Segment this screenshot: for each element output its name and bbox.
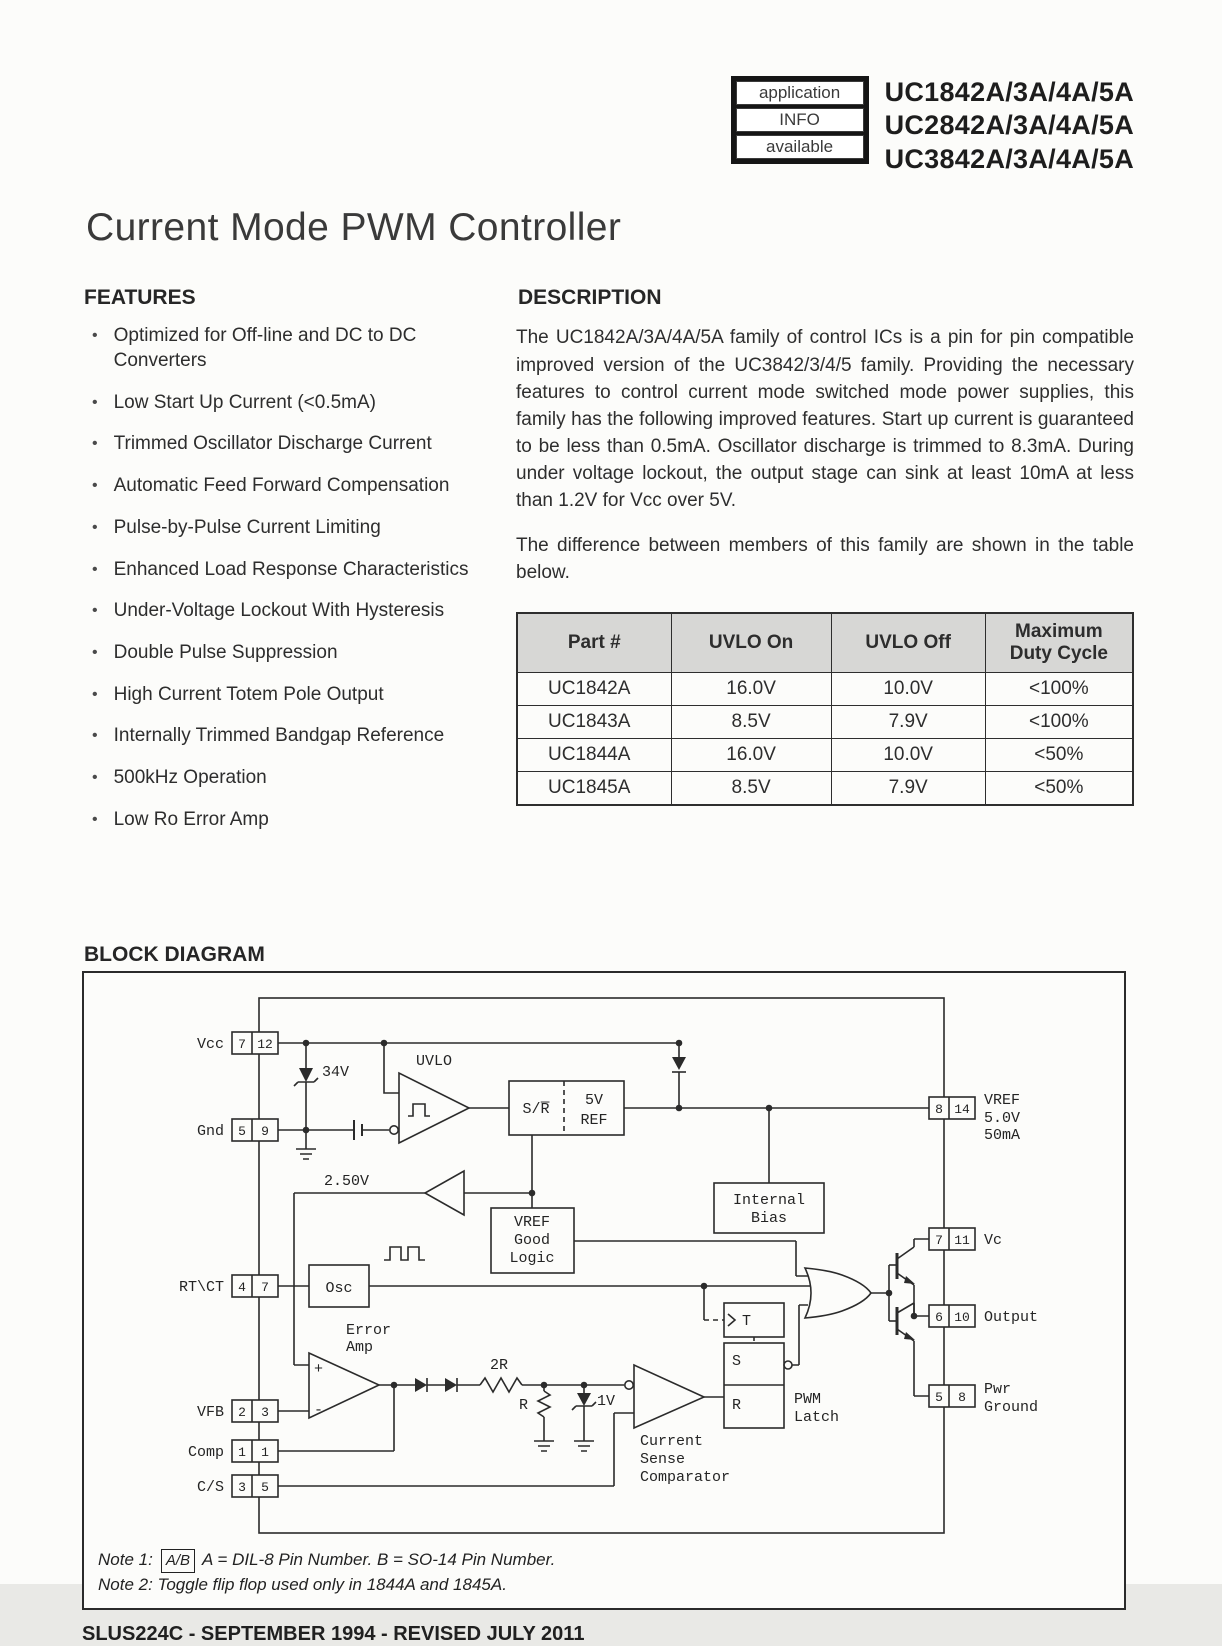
table-header-row <box>517 613 1133 672</box>
label-vrefgood-1: VREF <box>513 1214 551 1232</box>
feature-item <box>92 558 490 583</box>
feature-item <box>92 683 490 708</box>
label-sr: S/R̅ <box>522 1101 550 1119</box>
pin-output-a: 6 <box>935 1310 943 1326</box>
label-osc: Osc <box>325 1280 353 1298</box>
cell-uvlo-off: 10.0V <box>831 738 985 771</box>
diode-icon <box>445 1378 457 1392</box>
label-latch-r: R <box>732 1397 742 1415</box>
note-2: Note 2: Toggle flip flop used only in 1844A and 1845A. <box>98 1575 507 1595</box>
bullet-icon: • <box>92 685 98 703</box>
pin-cs-a: 3 <box>238 1480 246 1496</box>
note-1-text: A = DIL-8 Pin Number. B = SO-14 Pin Number. <box>202 1550 556 1570</box>
bullet-icon: • <box>92 327 98 345</box>
description-paragraph: The difference between members of this family are shown in the table below. <box>516 534 1134 583</box>
zener-1v-icon <box>577 1393 591 1406</box>
feature-item <box>92 766 490 791</box>
feature-item <box>92 599 490 624</box>
col-header-uvlo-on: UVLO On <box>671 613 831 672</box>
label-ref: REF <box>580 1112 608 1130</box>
feature-item <box>92 641 490 666</box>
feature-item <box>92 432 490 457</box>
bullet-icon: • <box>92 435 98 453</box>
diagram-wires <box>259 998 944 1533</box>
features-heading: FEATURES <box>84 286 196 310</box>
label-r: R <box>518 1397 528 1415</box>
zener-34v-icon <box>299 1068 313 1082</box>
feature-text: Automatic Feed Forward Compensation <box>113 475 450 497</box>
pin-pwr-b: 8 <box>958 1390 966 1406</box>
feature-text: 500kHz Operation <box>113 766 267 788</box>
cell-uvlo-on: 16.0V <box>671 738 831 771</box>
description-paragraph: The UC1842A/3A/4A/5A family of control ICs is a pin for pin compatible improved version of the UC3842/3/4/5 family. Providing the necessary features to control current mode switched mode power supplies, this family has the following improved features. Start up current is guaranteed to be less than 0.5mA. Oscillator discharge is trimmed to 8.3mA. During under voltage lockout, the output stage can sink at least 10mA at less than 1.2V for Vcc over 5V. <box>516 327 1134 512</box>
pin-vfb-b: 3 <box>261 1405 269 1421</box>
part-number: UC2842A/3A/4A/5A <box>884 110 1134 141</box>
note-1-prefix: Note 1: <box>98 1550 153 1570</box>
emitter-arrow-icon <box>904 1276 915 1284</box>
feature-text: High Current Totem Pole Output <box>113 683 384 705</box>
features-section <box>82 286 490 849</box>
label-minus: - <box>314 1402 324 1420</box>
feature-item <box>92 324 490 373</box>
feature-item <box>92 724 490 749</box>
feature-text: Low Start Up Current (<0.5mA) <box>113 391 377 413</box>
cell-duty: <50% <box>985 738 1133 771</box>
note-1-ab-box: A/B <box>161 1549 195 1573</box>
diode-icon <box>672 1057 686 1070</box>
document-footer: SLUS224C - SEPTEMBER 1994 - REVISED JULY 2011 <box>82 1622 585 1645</box>
label-50ma: 50mA <box>984 1127 1021 1145</box>
label-vrefgood-2: Good <box>513 1232 551 1250</box>
description-heading: DESCRIPTION <box>518 286 662 310</box>
label-2r: 2R <box>490 1357 509 1375</box>
label-bias-1: Internal <box>732 1192 806 1210</box>
pin-vref-b: 14 <box>954 1102 970 1118</box>
feature-text: Double Pulse Suppression <box>113 641 338 663</box>
label-latch: Latch <box>794 1409 840 1427</box>
feature-text: Trimmed Oscillator Discharge Current <box>113 433 432 455</box>
cell-part: UC1844A <box>517 738 671 771</box>
pin-vcc-b: 12 <box>257 1037 273 1053</box>
diode-icon <box>415 1378 427 1392</box>
label-vcc: Vcc <box>196 1036 224 1054</box>
diagram-labels <box>179 1036 1038 1496</box>
bullet-icon: • <box>92 768 98 786</box>
bullet-icon: • <box>92 518 98 536</box>
part-number-list <box>885 76 1134 176</box>
label-vfb: VFB <box>196 1404 224 1422</box>
part-number: UC1842A/3A/4A/5A <box>884 77 1134 107</box>
bullet-icon: • <box>92 643 98 661</box>
cell-uvlo-on: 8.5V <box>671 705 831 738</box>
label-pwm: PWM <box>794 1391 822 1409</box>
label-gnd: Gnd <box>196 1123 224 1141</box>
label-plus: + <box>314 1361 324 1379</box>
bullet-icon: • <box>92 602 98 620</box>
table-row <box>517 771 1133 805</box>
label-latch-s: S <box>732 1353 742 1371</box>
pin-vfb-a: 2 <box>238 1405 246 1421</box>
cell-part: UC1843A <box>517 705 671 738</box>
bullet-icon: • <box>92 393 98 411</box>
pin-vref-a: 8 <box>935 1102 943 1118</box>
label-comparator: Comparator <box>640 1469 731 1487</box>
label-current: Current <box>640 1433 704 1451</box>
label-1v: 1V <box>597 1393 616 1411</box>
label-error: Error <box>346 1322 392 1340</box>
block-diagram-svg <box>84 973 1120 1548</box>
label-output: Output <box>984 1309 1039 1327</box>
pin-gnd-a: 5 <box>238 1124 246 1140</box>
table-row <box>517 738 1133 771</box>
feature-item <box>92 808 490 833</box>
feature-text: Optimized for Off-line and DC to DC Converters <box>113 325 417 372</box>
bullet-icon: • <box>92 477 98 495</box>
page-title: Current Mode PWM Controller <box>86 206 622 250</box>
cell-duty: <100% <box>985 705 1133 738</box>
label-5v: 5V <box>584 1092 604 1110</box>
bullet-icon: • <box>92 727 98 745</box>
label-bias-2: Bias <box>750 1210 788 1228</box>
table-row <box>517 705 1133 738</box>
header <box>82 76 1134 176</box>
label-34v: 34V <box>322 1064 350 1082</box>
pin-numbers <box>238 1037 970 1495</box>
diagram-notes <box>84 1548 1124 1607</box>
pin-gnd-b: 9 <box>261 1124 269 1140</box>
pin-vc-a: 7 <box>935 1233 943 1249</box>
label-comp: Comp <box>187 1444 224 1462</box>
col-header-duty: Maximum Duty Cycle <box>985 613 1133 672</box>
pin-rtct-a: 4 <box>238 1280 246 1296</box>
col-header-part: Part # <box>517 613 671 672</box>
cell-uvlo-off: 7.9V <box>831 771 985 805</box>
part-number: UC3842A/3A/4A/5A <box>884 143 1134 174</box>
label-tff: T <box>742 1313 752 1331</box>
badge-available: available <box>736 135 864 159</box>
cell-uvlo-off: 7.9V <box>831 705 985 738</box>
table-row <box>517 672 1133 705</box>
pin-output-b: 10 <box>954 1310 970 1326</box>
label-ground: Ground <box>984 1399 1039 1417</box>
pin-cs-b: 5 <box>261 1480 269 1496</box>
label-pwr: Pwr <box>984 1381 1012 1399</box>
feature-text: Pulse-by-Pulse Current Limiting <box>113 516 381 538</box>
feature-item <box>92 474 490 499</box>
feature-item <box>92 516 490 541</box>
cell-duty: <100% <box>985 672 1133 705</box>
block-diagram-heading: BLOCK DIAGRAM <box>84 943 265 967</box>
cell-part: UC1842A <box>517 672 671 705</box>
feature-text: Internally Trimmed Bandgap Reference <box>113 725 445 747</box>
feature-item <box>92 391 490 416</box>
cell-uvlo-off: 10.0V <box>831 672 985 705</box>
cell-uvlo-on: 16.0V <box>671 672 831 705</box>
badge-application: application <box>736 81 864 105</box>
pin-comp-a: 1 <box>238 1445 246 1461</box>
pin-comp-b: 1 <box>261 1445 269 1461</box>
description-section <box>516 286 1134 849</box>
content-columns <box>82 286 1134 849</box>
bullet-icon: • <box>92 560 98 578</box>
label-amp: Amp <box>346 1339 374 1357</box>
feature-text: Under-Voltage Lockout With Hysteresis <box>113 600 445 622</box>
pin-pwr-a: 5 <box>935 1390 943 1406</box>
cell-part: UC1845A <box>517 771 671 805</box>
label-250v: 2.50V <box>324 1173 370 1191</box>
cell-duty: <50% <box>985 771 1133 805</box>
bullet-icon: • <box>92 810 98 828</box>
family-spec-table <box>516 612 1134 806</box>
application-info-badge <box>731 76 869 164</box>
feature-text: Enhanced Load Response Characteristics <box>113 558 469 580</box>
pin-vc-b: 11 <box>954 1233 970 1249</box>
label-cs: C/S <box>196 1479 224 1497</box>
block-diagram-box <box>82 971 1126 1609</box>
emitter-arrow-icon <box>904 1332 915 1340</box>
label-uvlo: UVLO <box>415 1053 453 1071</box>
label-sense: Sense <box>640 1451 686 1469</box>
badge-info: INFO <box>736 108 864 132</box>
pin-rtct-b: 7 <box>261 1280 269 1296</box>
label-vc: Vc <box>984 1232 1003 1250</box>
label-vrefgood-3: Logic <box>509 1250 555 1268</box>
cell-uvlo-on: 8.5V <box>671 771 831 805</box>
label-5-0v: 5.0V <box>984 1110 1021 1128</box>
label-rtct: RT\CT <box>178 1279 224 1297</box>
col-header-uvlo-off: UVLO Off <box>831 613 985 672</box>
pin-vcc-a: 7 <box>238 1037 246 1053</box>
label-vref: VREF <box>984 1092 1021 1110</box>
feature-text: Low Ro Error Amp <box>113 808 269 830</box>
note-1 <box>98 1548 1124 1573</box>
